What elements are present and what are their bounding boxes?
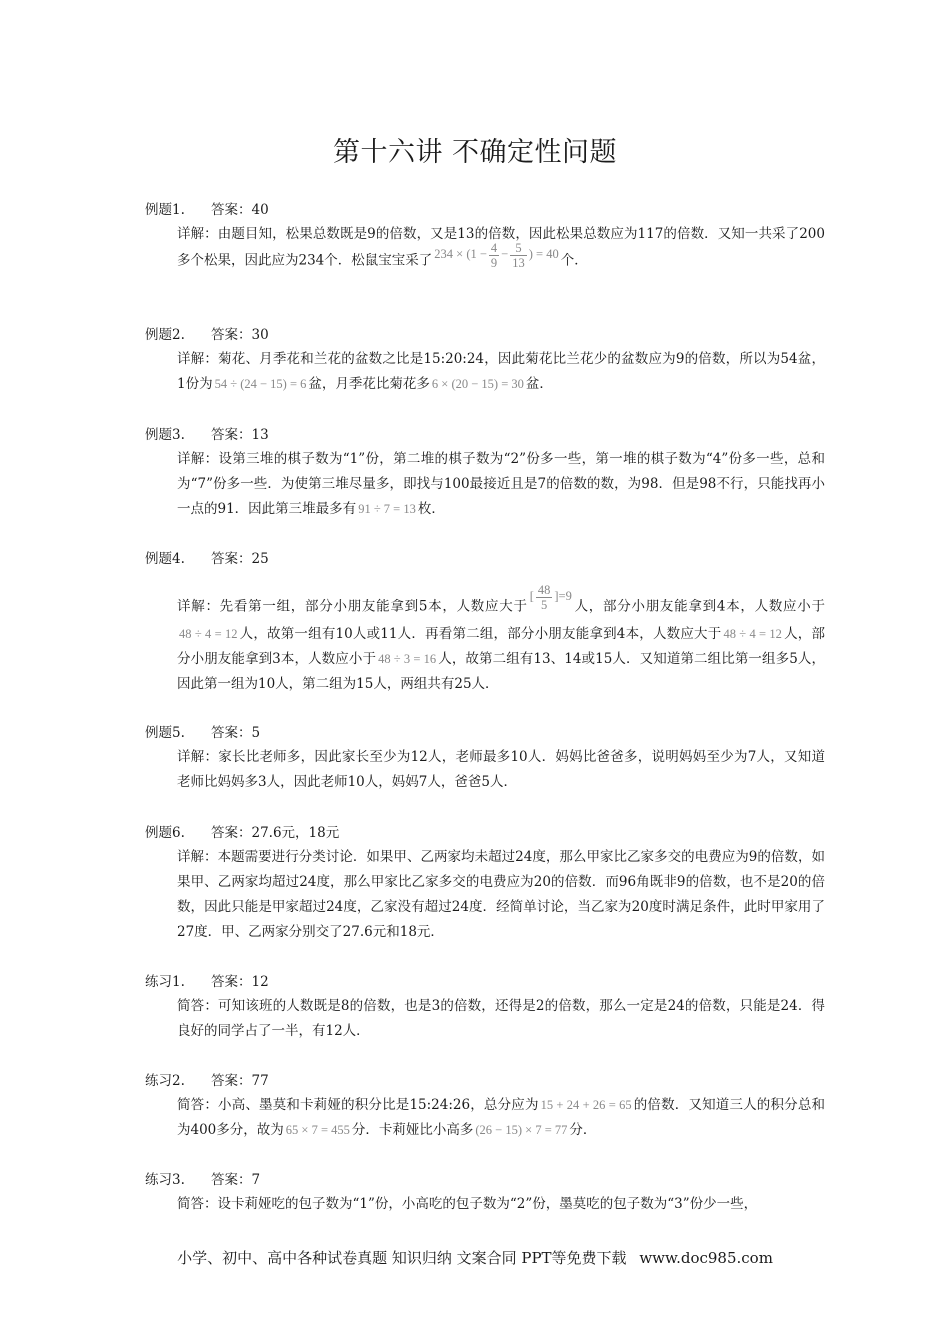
fraction xyxy=(536,583,553,612)
example-header xyxy=(145,821,825,845)
example-6 xyxy=(145,821,825,945)
example-1 xyxy=(145,198,825,276)
explanation: 详解：本题需要进行分类讨论．如果甲、乙两家均未超过24度，那么甲家比乙家多交的电费应为9的倍数，如果甲、乙两家均超过24度，那么甲家比乙家多交的电费应为20的倍数．而96角既非9的倍数，也不是20的倍数，因此只能是甲家超过24度，乙家没有超过24度．经简单讨论，当乙家为20度时满足条件，此时甲家用了27度．甲、乙两家分别交了27.6元和18元． xyxy=(177,849,825,940)
numerator: 48 xyxy=(537,583,551,597)
exercise-header xyxy=(145,970,825,994)
explanation-text: 简答：小高、墨莫和卡莉娅的积分比是15:24:26，总分应为 xyxy=(177,1097,539,1113)
formula: 91 ÷ 7 = 13 xyxy=(358,502,416,516)
formula-part: ]=9 xyxy=(554,589,572,604)
formula: (26 − 15) × 7 = 77 xyxy=(475,1123,568,1137)
brief-answer xyxy=(177,1093,825,1143)
formula: 48 ÷ 4 = 12 xyxy=(179,627,238,641)
exercise-1 xyxy=(145,970,825,1044)
numerator: 5 xyxy=(510,241,527,256)
example-header xyxy=(145,198,825,222)
explanation xyxy=(177,447,825,522)
explanation-text: 人，故第一组有10人或11人．再看第二组，部分小朋友能拿到4本，人数应大于 xyxy=(239,626,722,642)
formula-part: 234 × (1 − xyxy=(434,247,487,262)
example-3 xyxy=(145,423,825,522)
explanation-text: 枚． xyxy=(417,501,445,517)
explanation-text: 人，部分小朋友能拿到3本，人数应小于 xyxy=(177,626,825,667)
answer: 答案：12 xyxy=(211,974,269,990)
example-label: 例题1. xyxy=(145,202,185,218)
explanation-text: 详解：由题目知，松果总数既是9的倍数，又是13的倍数，因此松果总数应为117的倍数．又知一共采了200多个松果，因此应为234个．松鼠宝宝采了 xyxy=(177,226,825,269)
formula: 15 + 24 + 26 = 65 xyxy=(540,1098,632,1112)
explanation-text: 盆，月季花比菊花多 xyxy=(308,376,430,392)
explanation-text: 详解：先看第一组，部分小朋友能拿到5本，人数应大于 xyxy=(177,598,528,615)
example-label: 例题2. xyxy=(145,327,185,343)
explanation xyxy=(177,347,825,397)
explanation-text: 盆． xyxy=(525,376,553,392)
answer: 答案：30 xyxy=(211,327,269,343)
example-4 xyxy=(145,547,825,697)
formula-part: ) = 40 xyxy=(528,247,559,262)
answer: 答案：77 xyxy=(211,1073,269,1089)
formula: 48 ÷ 4 = 12 xyxy=(723,627,782,641)
formula: 6 × (20 − 15) = 30 xyxy=(431,377,524,391)
footer-url[interactable]: www.doc985.com xyxy=(639,1249,773,1267)
explanation-text: 个． xyxy=(560,252,588,269)
answer: 答案：5 xyxy=(211,725,261,741)
answer: 答案：40 xyxy=(211,202,269,218)
exercise-2 xyxy=(145,1069,825,1143)
formula-part: − xyxy=(501,247,509,262)
explanation xyxy=(177,583,825,697)
example-header xyxy=(145,721,825,745)
exercise-label: 练习2. xyxy=(145,1073,185,1089)
example-header xyxy=(145,323,825,347)
explanation-text: 人，故第二组有13、14或15人．又知道第二组比第一组多5人，因此第一组为10人，第二组为15人，两组共有25人． xyxy=(177,651,825,692)
fraction xyxy=(510,241,527,270)
explanation: 详解：家长比老师多，因此家长至少为12人，老师最多10人．妈妈比爸爸多，说明妈妈至少为7人，又知道老师比妈妈多3人，因此老师10人，妈妈7人，爸爸5人． xyxy=(177,749,825,790)
example-header xyxy=(145,423,825,447)
exercise-header xyxy=(145,1069,825,1093)
answer: 答案：27.6元，18元 xyxy=(211,825,340,841)
brief-answer: 简答：可知该班的人数既是8的倍数，也是3的倍数，还得是2的倍数，那么一定是24的倍数，只能是24．得良好的同学占了一半，有12人． xyxy=(177,998,825,1039)
example-5 xyxy=(145,721,825,795)
exercise-label: 练习3. xyxy=(145,1172,185,1188)
formula xyxy=(528,583,574,612)
exercise-label: 练习1. xyxy=(145,974,185,990)
explanation-text: 详解：设第三堆的棋子数为“1”份，第二堆的棋子数为“2”份多一些，第一堆的棋子数为“4”份多一些，总和为“7”份多一些．为使第三堆尽量多，即找与100最接近且是7的倍数的数，为98．但是98不行，只能找再小一点的91．因此第三堆最多有 xyxy=(177,451,825,517)
explanation-text: 分． xyxy=(569,1122,597,1138)
example-label: 例题5. xyxy=(145,725,185,741)
brief-answer: 简答：设卡莉娅吃的包子数为“1”份，小高吃的包子数为“2”份，墨莫吃的包子数为“3”份少一些， xyxy=(177,1196,758,1212)
formula-part: [ xyxy=(529,589,534,604)
formula: 65 × 7 = 455 xyxy=(285,1123,350,1137)
explanation-text: 人，部分小朋友能拿到4本，人数应小于 xyxy=(573,598,825,615)
exercise-header xyxy=(145,1168,825,1192)
example-2 xyxy=(145,323,825,397)
formula xyxy=(432,241,560,270)
footer xyxy=(0,1247,950,1268)
numerator: 4 xyxy=(490,241,498,255)
answer: 答案：13 xyxy=(211,427,269,443)
example-label: 例题4. xyxy=(145,551,185,567)
example-label: 例题3. xyxy=(145,427,185,443)
denominator: 5 xyxy=(541,598,548,612)
denominator: 13 xyxy=(512,256,525,270)
fraction xyxy=(489,241,499,270)
explanation xyxy=(177,222,825,276)
answer: 答案：7 xyxy=(211,1172,261,1188)
exercise-3 xyxy=(145,1168,825,1217)
example-header xyxy=(145,547,825,571)
answer: 答案：25 xyxy=(211,551,269,567)
explanation-text: 详解：菊花、月季花和兰花的盆数之比是15:20:24，因此菊花比兰花少的盆数应为9的倍数，所以为54盆，1份为 xyxy=(177,351,825,392)
explanation-text: 的倍数．又知道三人的积分总和为400多分，故为 xyxy=(177,1097,826,1138)
example-label: 例题6. xyxy=(145,825,185,841)
formula: 48 ÷ 3 = 16 xyxy=(378,652,437,666)
explanation-text: 分．卡莉娅比小高多 xyxy=(351,1122,474,1138)
formula: 54 ÷ (24 − 15) = 6 xyxy=(214,377,307,391)
page-title: 第十六讲 不确定性问题 xyxy=(332,137,618,168)
denominator: 9 xyxy=(490,256,498,270)
footer-text: 小学、初中、高中各种试卷真题 知识归纳 文案合同 PPT等免费下载 xyxy=(177,1249,627,1267)
